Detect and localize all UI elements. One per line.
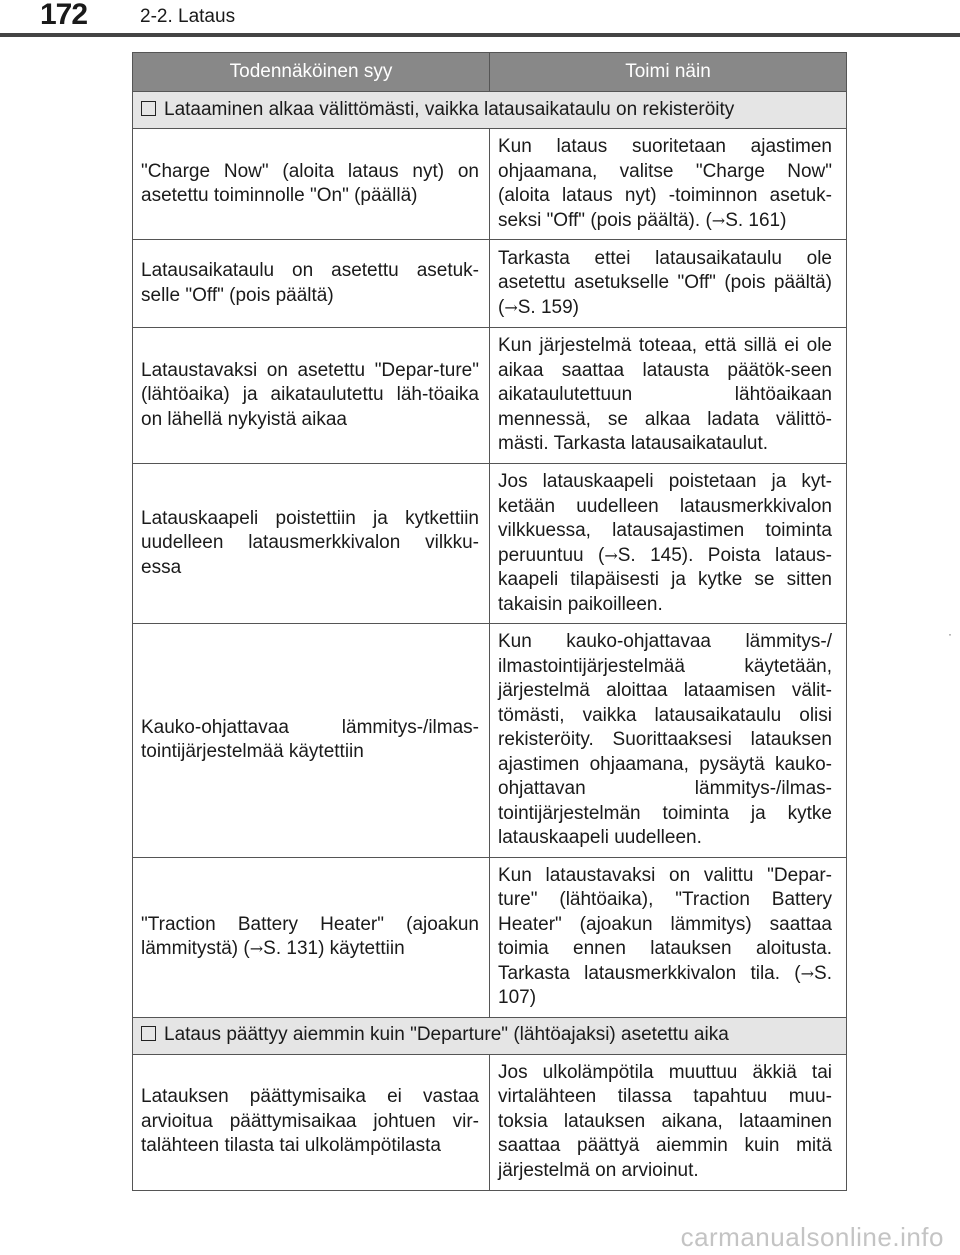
section-header <box>133 1017 847 1054</box>
page-reference: S. 161 <box>725 209 781 231</box>
page-reference: S. 107 <box>498 962 832 1008</box>
table-row <box>133 1054 847 1190</box>
section-header <box>133 92 847 129</box>
margin-mark: · <box>948 627 952 641</box>
cause-text: Lataustavaksi on asetettu "Depar-ture" (lähtöaika) ja aikataulutettu läh-töaika on lähellä nykyistä aikaa <box>141 359 479 430</box>
table-row <box>133 240 847 328</box>
table-row <box>133 464 847 624</box>
section-title-text: Lataus päättyy aiemmin kuin "Departure" (lähtöajaksi) asetettu aika <box>164 1024 729 1046</box>
section-header-row <box>133 92 847 129</box>
column-header-cause: Todennäköinen syy <box>133 53 490 92</box>
table-row <box>133 328 847 464</box>
page-reference: S. 145 <box>617 544 682 566</box>
cause-cell <box>133 1054 490 1190</box>
cause-text: Latauskaapeli poistettiin ja kytkettiin uudelleen latausmerkkivalon vilkku-essa <box>141 507 479 578</box>
action-text: Kun lataustavaksi on valittu "Depar-ture" (lähtöaika), "Traction Battery Heater" (ajoakun lämmitys) saattaa toimia ennen latauksen aloitusta. Tarkasta latausmerkkivalon tila. ( <box>498 864 832 984</box>
cause-text-end: ) käytettiin <box>318 938 405 959</box>
action-text-end: ) <box>572 296 579 318</box>
action-text-end: ). Poista lataus-kaapeli tilapäisesti ja kytke se sitten takaisin paikoilleen. <box>498 544 833 615</box>
column-header-action: Toimi näin <box>490 53 847 92</box>
cause-text: Latausaikataulu on asetettu asetuk-selle "Off" (pois päältä) <box>141 260 479 306</box>
table-header-row <box>133 53 847 92</box>
cause-text: Latauksen päättymisaika ei vastaa arvioitua päättymisaikaa johtuen vir-talähteen tilasta tai ulkolämpötilasta <box>141 1086 479 1157</box>
page-reference: S. 159 <box>517 296 573 318</box>
header-rule <box>0 33 960 37</box>
checkbox-icon <box>141 101 156 116</box>
action-cell <box>490 240 847 328</box>
page-number: 172 <box>40 0 88 31</box>
watermark: carmanualsonline.info <box>680 1222 944 1252</box>
section-title: 2-2. Lataus <box>140 6 236 27</box>
action-cell <box>490 328 847 464</box>
section-title-text: Lataaminen alkaa välittömästi, vaikka latausaikataulu on rekisteröity <box>164 98 735 120</box>
cause-cell <box>133 129 490 240</box>
action-cell <box>490 624 847 858</box>
troubleshooting-table <box>132 52 847 1191</box>
cause-cell <box>133 857 490 1017</box>
section-header-row <box>133 1017 847 1054</box>
action-text: Kun järjestelmä toteaa, että sillä ei ole aikaa saattaa latausta päätök-seen aikataulutettuun lähtöaikaan mennessä, se alkaa ladata välittö-mästi. Tarkasta latausaikataulut. <box>498 335 832 455</box>
cause-text: "Charge Now" (aloita lataus nyt) on asetettu toiminnolle "On" (päällä) <box>141 160 479 206</box>
action-text: Jos latauskaapeli poistetaan ja kyt-ketään uudelleen latausmerkkivalon vilkkuessa, latausajastimen toiminta peruuntuu ( <box>498 471 832 566</box>
cause-cell <box>133 328 490 464</box>
table-row <box>133 857 847 1017</box>
arrow-icon: → <box>504 297 518 317</box>
cause-cell <box>133 464 490 624</box>
action-text-end: ) <box>780 209 787 231</box>
action-cell <box>490 464 847 624</box>
table-row <box>133 129 847 240</box>
page-reference: S. 131 <box>263 938 319 959</box>
arrow-icon: → <box>800 963 815 983</box>
arrow-icon: → <box>604 545 618 565</box>
action-cell <box>490 857 847 1017</box>
cause-text: Kauko-ohjattavaa lämmitys-/ilmas-tointijärjestelmää käytettiin <box>141 716 479 763</box>
action-text-end: ) <box>529 987 537 1008</box>
cause-cell <box>133 624 490 858</box>
cause-text: "Traction Battery Heater" (ajoakun lämmitystä) ( <box>141 913 479 959</box>
arrow-icon: → <box>711 210 726 230</box>
arrow-icon: → <box>249 939 264 958</box>
action-text: Tarkasta ettei latausaikataulu ole asetettu asetukselle "Off" (pois päältä) ( <box>498 247 832 318</box>
action-text: Jos ulkolämpötila muuttuu äkkiä tai virtalähteen tilassa tapahtuu muu-toksia latauksen aikana, lataaminen saattaa päättyä aiemmin kuin mitä järjestelmä on arvioinut. <box>498 1061 832 1181</box>
action-text: Kun lataus suoritetaan ajastimen ohjaamana, valitse "Charge Now" (aloita lataus nyt) -toiminnon asetuk-seksi "Off" (pois päältä). ( <box>498 136 832 231</box>
action-cell <box>490 129 847 240</box>
action-text: Kun kauko-ohjattavaa lämmitys-/ ilmastointijärjestelmää käytetään, järjestelmä aloittaa lataamisen välit-tömästi, vaikka latausaikataulu olisi rekisteröity. Suorittaaksesi latauksen ajastimen ohjaamana, pysäytä kauko-ohjattavan lämmitys-/ilmas-tointijärjestelmän toiminta ja kytke latauskaapeli uudelleen. <box>498 631 832 848</box>
action-cell <box>490 1054 847 1190</box>
checkbox-icon <box>141 1026 156 1041</box>
cause-cell <box>133 240 490 328</box>
table-row <box>133 624 847 858</box>
